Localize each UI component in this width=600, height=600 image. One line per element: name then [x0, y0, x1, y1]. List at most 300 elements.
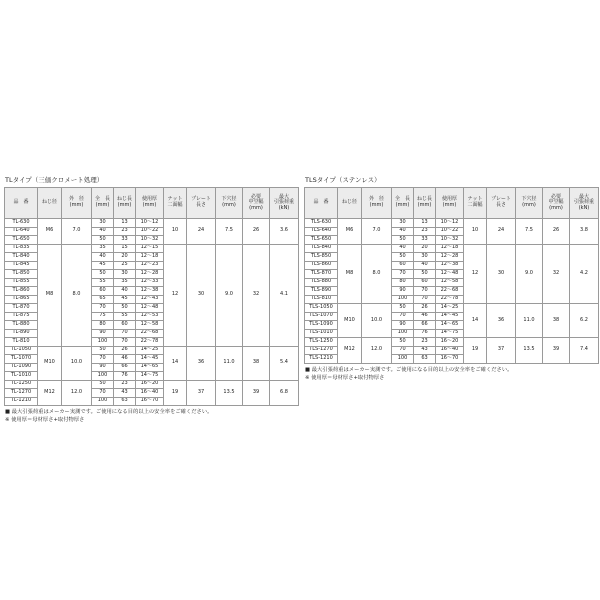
total-length-cell: 35	[92, 244, 114, 253]
outer-diameter-cell: 7.0	[62, 219, 92, 245]
total-length-cell: 100	[92, 372, 114, 381]
part-number-cell: TL-835	[5, 244, 38, 253]
outer-diameter-cell: 8.0	[362, 244, 392, 304]
header-line: (kN)	[278, 204, 290, 211]
total-length-cell: 50	[92, 346, 114, 355]
part-number-cell: TL-865	[5, 295, 38, 304]
hollow-width-cell: 39	[543, 338, 570, 364]
part-number-cell: TLS-850	[305, 253, 338, 262]
usable-thickness-cell: 12〜48	[436, 270, 464, 279]
max-load-cell: 4.2	[570, 244, 599, 304]
usable-thickness-cell: 14〜65	[436, 321, 464, 330]
tls-type-title: TLSタイプ（ステンレス）	[305, 176, 381, 184]
header-thread-length	[414, 188, 436, 219]
thread-length-cell: 60	[114, 321, 136, 330]
total-length-cell: 40	[92, 253, 114, 262]
header-nut-width	[164, 188, 187, 219]
nut-width-cell: 14	[464, 304, 487, 338]
usable-thickness-cell: 14〜45	[436, 312, 464, 321]
part-number-cell: TL-860	[5, 287, 38, 296]
plate-length-cell: 36	[187, 346, 216, 380]
header-line: 引張荷重	[273, 199, 294, 206]
header-line: 必要	[250, 193, 261, 200]
outer-diameter-cell: 10.0	[362, 304, 392, 338]
thread-length-cell: 45	[114, 295, 136, 304]
hollow-width-cell: 32	[243, 244, 270, 346]
hollow-width-cell: 26	[243, 219, 270, 245]
total-length-cell: 45	[92, 261, 114, 270]
part-number-cell: TL-630	[5, 219, 38, 228]
usable-thickness-cell: 22〜68	[436, 287, 464, 296]
usable-thickness-cell: 14〜25	[136, 346, 164, 355]
max-load-cell: 4.1	[270, 244, 299, 346]
usable-thickness-cell: 10〜12	[136, 219, 164, 228]
hollow-width-cell: 32	[543, 244, 570, 304]
header-line: (mm)	[95, 202, 110, 208]
footnote: ■ 最大引張荷重はメーカー実測です。ご使用になる目的以上の安全率をご確ください。	[305, 366, 513, 373]
header-line: (mm)	[142, 202, 157, 208]
usable-thickness-cell: 10〜22	[136, 227, 164, 236]
total-length-cell: 90	[392, 321, 414, 330]
nut-width-cell: 10	[464, 219, 487, 245]
table-row	[305, 304, 599, 313]
nut-width-cell: 19	[164, 380, 187, 406]
plate-length-cell: 37	[487, 338, 516, 364]
thread-length-cell: 46	[414, 312, 436, 321]
thread-length-cell: 66	[414, 321, 436, 330]
thread-length-cell: 23	[114, 380, 136, 389]
header-total-length	[392, 188, 414, 219]
total-length-cell: 100	[92, 397, 114, 406]
outer-diameter-cell: 10.0	[62, 346, 92, 380]
total-length-cell: 30	[92, 219, 114, 228]
usable-thickness-cell: 12〜53	[136, 312, 164, 321]
part-number-cell: TLS-640	[305, 227, 338, 236]
thread-length-cell: 63	[114, 397, 136, 406]
header-max-tensile-load	[570, 188, 599, 219]
thread-length-cell: 76	[414, 329, 436, 338]
part-number-cell: TLS-1050	[305, 304, 338, 313]
usable-thickness-cell: 16〜40	[436, 346, 464, 355]
header-thread-size	[338, 188, 362, 219]
usable-thickness-cell: 12〜15	[136, 244, 164, 253]
footnotes	[305, 366, 598, 382]
footnote: ■ 最大引張荷重はメーカー実測です。ご使用になる目的以上の安全率をご確ください。	[5, 409, 213, 415]
total-length-cell: 90	[92, 363, 114, 372]
thread-length-cell: 40	[414, 261, 436, 270]
plate-length-cell: 24	[487, 219, 516, 245]
total-length-cell: 70	[392, 270, 414, 279]
total-length-cell: 40	[392, 227, 414, 236]
usable-thickness-cell: 16〜70	[436, 355, 464, 364]
thread-length-cell: 13	[414, 219, 436, 228]
thread-size-cell: M10	[338, 304, 362, 338]
total-length-cell: 65	[92, 295, 114, 304]
part-number-cell: TL-870	[5, 304, 38, 313]
thread-length-cell: 23	[114, 227, 136, 236]
header-line: 長さ	[195, 202, 206, 208]
usable-thickness-cell: 12〜33	[136, 278, 164, 287]
header-line: 最大	[278, 193, 289, 200]
header-line: 中空幅	[548, 199, 564, 206]
part-number-cell: TL-855	[5, 278, 38, 287]
thread-length-cell: 76	[114, 372, 136, 381]
usable-thickness-cell: 22〜68	[136, 329, 164, 338]
part-number-cell: TLS-650	[305, 236, 338, 245]
usable-thickness-cell: 16〜40	[136, 389, 164, 398]
plate-length-cell: 30	[487, 244, 516, 304]
pilot-hole-cell: 13.5	[216, 380, 243, 406]
thread-length-cell: 60	[414, 278, 436, 287]
hollow-width-cell: 38	[243, 346, 270, 380]
total-length-cell: 60	[392, 261, 414, 270]
tl-type-panel	[4, 176, 298, 424]
part-number-cell: TLS-1070	[305, 312, 338, 321]
thread-size-cell: M12	[38, 380, 62, 406]
max-load-cell: 3.8	[570, 219, 599, 245]
usable-thickness-cell: 14〜75	[136, 372, 164, 381]
pilot-hole-cell: 9.0	[216, 244, 243, 346]
usable-thickness-cell: 12〜48	[136, 304, 164, 313]
header-hollow-width	[243, 188, 270, 219]
thread-length-cell: 43	[114, 389, 136, 398]
header-line: 全 長	[394, 196, 410, 203]
header-line: 下穴径	[521, 196, 537, 203]
header-line: 必要	[550, 193, 561, 200]
header-line: 外 径	[368, 196, 384, 203]
total-length-cell: 50	[92, 380, 114, 389]
header-line: 品 番	[313, 199, 329, 206]
nut-width-cell: 12	[164, 244, 187, 346]
part-number-cell: TL-650	[5, 236, 38, 245]
header-line: 引張荷重	[573, 199, 594, 206]
header-outer-diameter	[62, 188, 92, 219]
total-length-cell: 50	[392, 338, 414, 347]
usable-thickness-cell: 14〜25	[436, 304, 464, 313]
footnote: ※ 使用厚＝母材厚さ+取付物厚さ	[305, 374, 385, 381]
max-load-cell: 6.8	[270, 380, 299, 406]
usable-thickness-cell: 16〜20	[136, 380, 164, 389]
thread-length-cell: 46	[114, 355, 136, 364]
usable-thickness-cell: 12〜43	[136, 295, 164, 304]
part-number-cell: TL-875	[5, 312, 38, 321]
part-number-cell: TL-1010	[5, 372, 38, 381]
header-thread-size	[38, 188, 62, 219]
header-line: 外 径	[68, 196, 84, 203]
nut-width-cell: 14	[164, 346, 187, 380]
usable-thickness-cell: 16〜20	[436, 338, 464, 347]
total-length-cell: 55	[92, 278, 114, 287]
header-outer-diameter	[362, 188, 392, 219]
thread-length-cell: 26	[114, 346, 136, 355]
usable-thickness-cell: 14〜45	[136, 355, 164, 364]
header-usable-thickness	[136, 188, 164, 219]
header-line: ねじ長	[116, 196, 132, 203]
header-line: 二面幅	[167, 202, 183, 208]
total-length-cell: 60	[92, 287, 114, 296]
part-number-cell: TL-1210	[5, 397, 38, 406]
part-number-cell: TLS-870	[305, 270, 338, 279]
header-line: (mm)	[395, 202, 410, 208]
thread-size-cell: M10	[38, 346, 62, 380]
plate-length-cell: 36	[487, 304, 516, 338]
usable-thickness-cell: 12〜38	[436, 261, 464, 270]
total-length-cell: 80	[92, 321, 114, 330]
header-line: (mm)	[522, 202, 536, 208]
tl-spec-table	[4, 187, 299, 406]
thread-length-cell: 30	[414, 253, 436, 262]
thread-size-cell: M12	[338, 338, 362, 364]
thread-length-cell: 15	[114, 244, 136, 253]
thread-length-cell: 30	[114, 270, 136, 279]
header-line: ねじ径	[41, 199, 57, 206]
header-line: (mm)	[117, 202, 132, 208]
header-line: ねじ径	[341, 199, 357, 206]
plate-length-cell: 37	[187, 380, 216, 406]
header-line: 最大	[578, 193, 589, 200]
header-plate-length	[487, 188, 516, 219]
total-length-cell: 70	[392, 312, 414, 321]
header-line: (mm)	[369, 202, 384, 208]
usable-thickness-cell: 12〜18	[136, 253, 164, 262]
part-number-cell: TL-850	[5, 270, 38, 279]
header-line: 品 番	[13, 199, 29, 206]
usable-thickness-cell: 10〜12	[436, 219, 464, 228]
total-length-cell: 70	[92, 304, 114, 313]
outer-diameter-cell: 8.0	[62, 244, 92, 346]
pilot-hole-cell: 13.5	[516, 338, 543, 364]
part-number-cell: TL-840	[5, 253, 38, 262]
part-number-cell: TLS-880	[305, 278, 338, 287]
usable-thickness-cell: 12〜28	[436, 253, 464, 262]
total-length-cell: 30	[392, 219, 414, 228]
header-line: ナット	[467, 196, 483, 203]
thread-length-cell: 33	[114, 236, 136, 245]
thread-length-cell: 70	[114, 338, 136, 347]
total-length-cell: 70	[92, 389, 114, 398]
hollow-width-cell: 39	[243, 380, 270, 406]
thread-length-cell: 25	[114, 261, 136, 270]
header-line: プレート	[491, 196, 511, 203]
header-hollow-width	[543, 188, 570, 219]
header-line: (mm)	[222, 202, 236, 208]
thread-length-cell: 40	[114, 287, 136, 296]
thread-length-cell: 35	[114, 278, 136, 287]
table-row	[305, 219, 599, 228]
header-line: 使用厚	[441, 196, 457, 203]
part-number-cell: TLS-840	[305, 244, 338, 253]
total-length-cell: 75	[92, 312, 114, 321]
table-row	[5, 380, 299, 389]
usable-thickness-cell: 16〜70	[136, 397, 164, 406]
part-number-cell: TL-1050	[5, 346, 38, 355]
total-length-cell: 50	[392, 253, 414, 262]
thread-size-cell: M6	[38, 219, 62, 245]
total-length-cell: 90	[392, 287, 414, 296]
part-number-cell: TL-880	[5, 321, 38, 330]
thread-size-cell: M6	[338, 219, 362, 245]
part-number-cell: TL-890	[5, 329, 38, 338]
usable-thickness-cell: 12〜58	[136, 321, 164, 330]
pilot-hole-cell: 11.0	[216, 346, 243, 380]
header-plate-length	[187, 188, 216, 219]
usable-thickness-cell: 14〜75	[436, 329, 464, 338]
header-line: 全 長	[94, 196, 110, 203]
part-number-cell: TLS-890	[305, 287, 338, 296]
usable-thickness-cell: 10〜32	[436, 236, 464, 245]
pilot-hole-cell: 7.5	[516, 219, 543, 245]
header-line: 中空幅	[248, 199, 264, 206]
usable-thickness-cell: 12〜38	[136, 287, 164, 296]
header-line: (mm)	[549, 204, 563, 211]
table-row	[5, 244, 299, 253]
outer-diameter-cell: 12.0	[362, 338, 392, 364]
thread-length-cell: 20	[114, 253, 136, 262]
usable-thickness-cell: 14〜65	[136, 363, 164, 372]
header-thread-length	[114, 188, 136, 219]
thread-length-cell: 63	[414, 355, 436, 364]
total-length-cell: 100	[92, 338, 114, 347]
tls-spec-table	[304, 187, 599, 364]
footnote: ※ 使用厚＝母材厚さ+取付物厚さ	[5, 417, 85, 423]
total-length-cell: 50	[92, 236, 114, 245]
part-number-cell: TL-845	[5, 261, 38, 270]
part-number-cell: TL-1250	[5, 380, 38, 389]
table-header-row	[5, 188, 299, 219]
nut-width-cell: 10	[164, 219, 187, 245]
thread-size-cell: M8	[338, 244, 362, 304]
header-part-number	[5, 188, 38, 219]
total-length-cell: 40	[392, 244, 414, 253]
usable-thickness-cell: 10〜32	[136, 236, 164, 245]
part-number-cell: TLS-860	[305, 261, 338, 270]
table-row	[5, 346, 299, 355]
plate-length-cell: 30	[187, 244, 216, 346]
tls-type-panel	[304, 176, 598, 382]
total-length-cell: 40	[92, 227, 114, 236]
max-load-cell: 6.2	[570, 304, 599, 338]
header-line: (mm)	[249, 204, 263, 211]
header-line: 下穴径	[221, 196, 237, 203]
max-load-cell: 3.6	[270, 219, 299, 245]
header-line: 長さ	[495, 202, 506, 208]
footnotes	[5, 408, 298, 424]
total-length-cell: 50	[392, 304, 414, 313]
part-number-cell: TLS-1090	[305, 321, 338, 330]
usable-thickness-cell: 12〜28	[136, 270, 164, 279]
header-nut-width	[464, 188, 487, 219]
table-row	[305, 244, 599, 253]
outer-diameter-cell: 7.0	[362, 219, 392, 245]
thread-length-cell: 55	[114, 312, 136, 321]
header-pilot-hole	[516, 188, 543, 219]
part-number-cell: TLS-1270	[305, 346, 338, 355]
header-line: (mm)	[442, 202, 457, 208]
header-pilot-hole	[216, 188, 243, 219]
header-part-number	[305, 188, 338, 219]
total-length-cell: 50	[92, 270, 114, 279]
table-row	[305, 338, 599, 347]
thread-length-cell: 43	[414, 346, 436, 355]
thread-size-cell: M8	[38, 244, 62, 346]
thread-length-cell: 66	[114, 363, 136, 372]
part-number-cell: TL-1090	[5, 363, 38, 372]
total-length-cell: 100	[392, 355, 414, 364]
part-number-cell: TL-1270	[5, 389, 38, 398]
usable-thickness-cell: 12〜18	[436, 244, 464, 253]
pilot-hole-cell: 7.5	[216, 219, 243, 245]
part-number-cell: TL-1070	[5, 355, 38, 364]
part-number-cell: TLS-1210	[305, 355, 338, 364]
part-number-cell: TLS-810	[305, 295, 338, 304]
thread-length-cell: 13	[114, 219, 136, 228]
thread-length-cell: 70	[414, 295, 436, 304]
total-length-cell: 80	[392, 278, 414, 287]
thread-length-cell: 70	[414, 287, 436, 296]
total-length-cell: 70	[92, 355, 114, 364]
nut-width-cell: 12	[464, 244, 487, 304]
header-line: プレート	[191, 196, 211, 203]
header-usable-thickness	[436, 188, 464, 219]
thread-length-cell: 70	[114, 329, 136, 338]
thread-length-cell: 23	[414, 227, 436, 236]
total-length-cell: 100	[392, 329, 414, 338]
thread-length-cell: 23	[414, 338, 436, 347]
tl-type-title: TLタイプ（三価クロメート処理）	[5, 176, 104, 184]
nut-width-cell: 19	[464, 338, 487, 364]
thread-length-cell: 33	[414, 236, 436, 245]
table-row	[5, 219, 299, 228]
part-number-cell: TLS-1010	[305, 329, 338, 338]
plate-length-cell: 24	[187, 219, 216, 245]
part-number-cell: TL-810	[5, 338, 38, 347]
total-length-cell: 50	[392, 236, 414, 245]
total-length-cell: 90	[92, 329, 114, 338]
thread-length-cell: 20	[414, 244, 436, 253]
thread-length-cell: 26	[414, 304, 436, 313]
usable-thickness-cell: 10〜22	[436, 227, 464, 236]
hollow-width-cell: 38	[543, 304, 570, 338]
part-number-cell: TLS-1250	[305, 338, 338, 347]
usable-thickness-cell: 22〜78	[436, 295, 464, 304]
header-line: (mm)	[417, 202, 432, 208]
max-load-cell: 5.4	[270, 346, 299, 380]
header-line: ねじ長	[416, 196, 432, 203]
hollow-width-cell: 26	[543, 219, 570, 245]
part-number-cell: TLS-630	[305, 219, 338, 228]
header-max-tensile-load	[270, 188, 299, 219]
usable-thickness-cell: 12〜58	[436, 278, 464, 287]
pilot-hole-cell: 11.0	[516, 304, 543, 338]
table-header-row	[305, 188, 599, 219]
max-load-cell: 7.4	[570, 338, 599, 364]
pilot-hole-cell: 9.0	[516, 244, 543, 304]
usable-thickness-cell: 22〜78	[136, 338, 164, 347]
header-line: ナット	[167, 196, 183, 203]
thread-length-cell: 50	[114, 304, 136, 313]
header-line: 二面幅	[467, 202, 483, 208]
header-line: (kN)	[578, 204, 590, 211]
thread-length-cell: 50	[414, 270, 436, 279]
header-total-length	[92, 188, 114, 219]
total-length-cell: 100	[392, 295, 414, 304]
part-number-cell: TL-640	[5, 227, 38, 236]
header-line: 使用厚	[141, 196, 157, 203]
usable-thickness-cell: 12〜23	[136, 261, 164, 270]
total-length-cell: 70	[392, 346, 414, 355]
header-line: (mm)	[69, 202, 84, 208]
outer-diameter-cell: 12.0	[62, 380, 92, 406]
